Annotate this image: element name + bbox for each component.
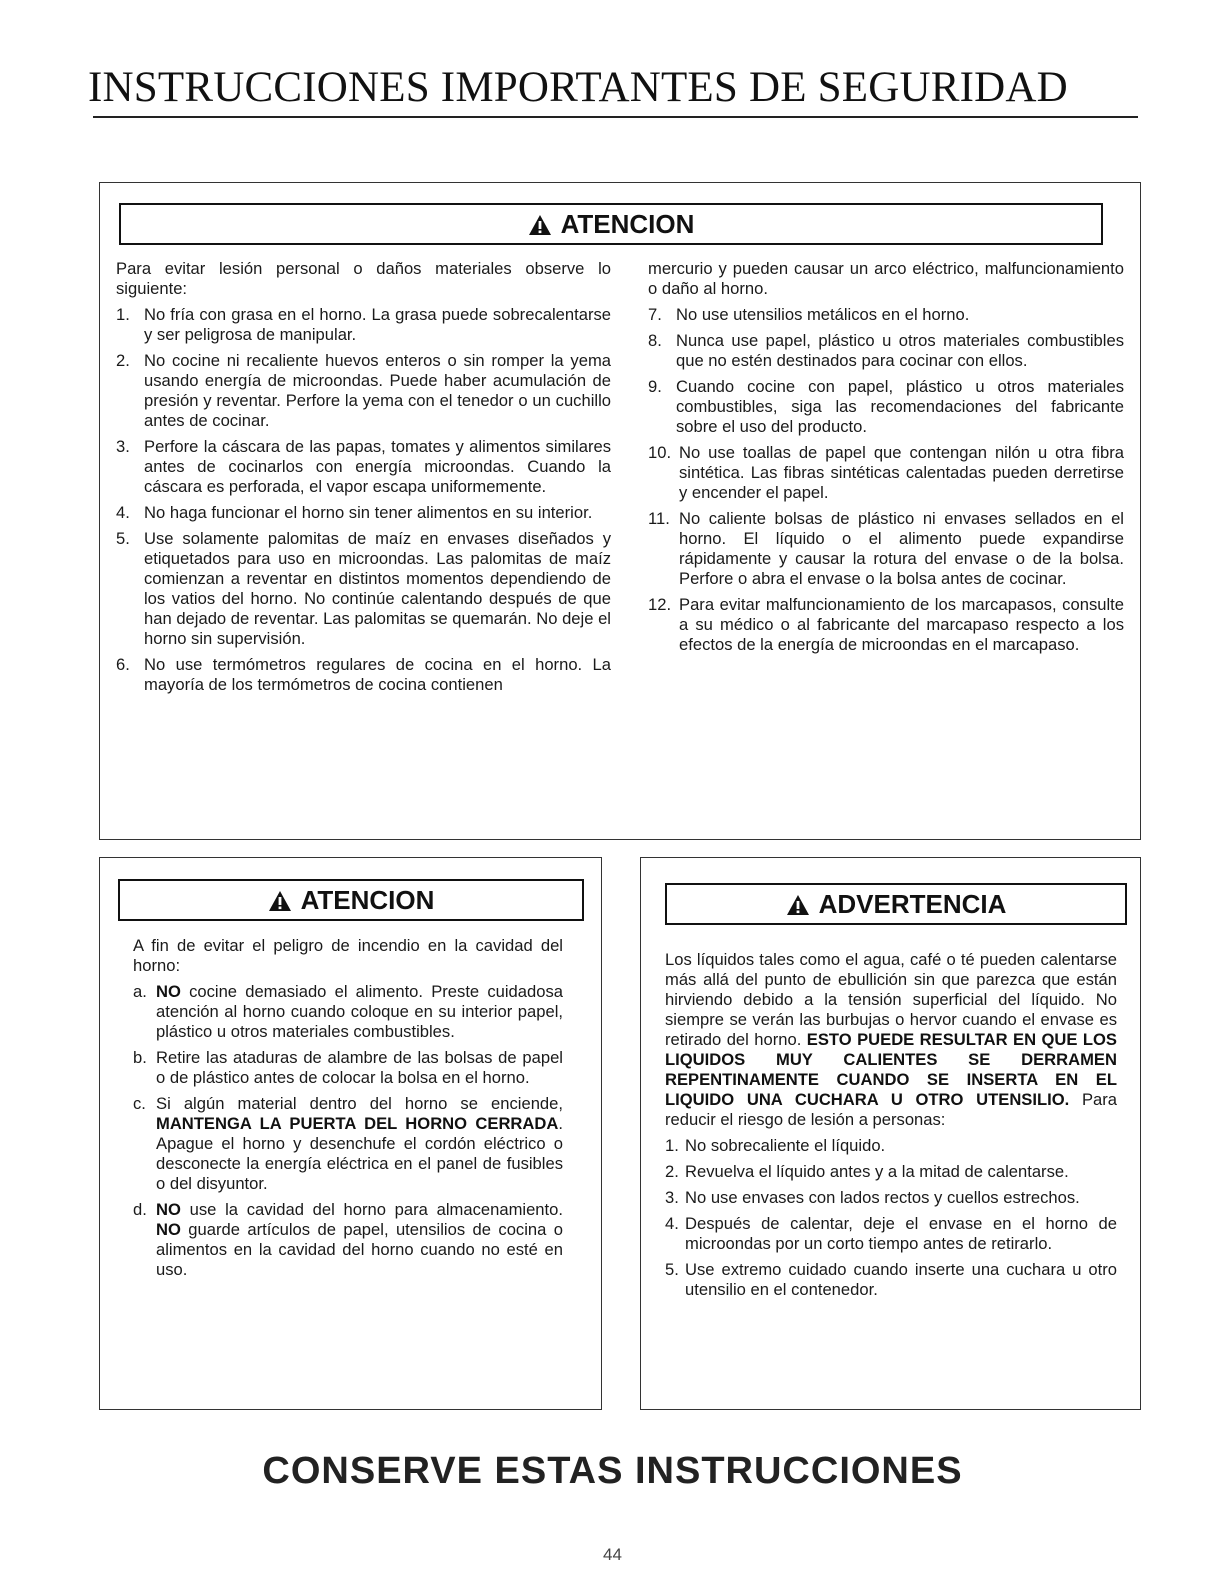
footer-title: CONSERVE ESTAS INSTRUCCIONES bbox=[262, 1450, 963, 1492]
warning-triangle-icon bbox=[528, 214, 552, 236]
list-item: 3. No use envases con lados rectos y cuellos estrechos. bbox=[665, 1188, 1080, 1207]
list-item: 8. Nunca use papel, plástico u otros materiales combustibles que no estén destinados para cocinar con ellos. bbox=[648, 331, 1124, 370]
list-item: 11. No caliente bolsas de plástico ni envases sellados en el horno. El líquido o el alimento puede expandirse rápidamente y causar la rotura del envase o de la bolsa. Perfore o abra el envase o la bolsa antes de cocinar. bbox=[648, 509, 1124, 588]
atencion-box-main bbox=[99, 182, 1141, 840]
advertencia-banner bbox=[665, 883, 1127, 925]
list-item: d. NO use la cavidad del horno para almacenamiento. NO guarde artículos de papel, utensilios de cocina o alimentos en la cavidad del horno cuando no esté en uso. bbox=[133, 1200, 563, 1279]
list-item: 10. No use toallas de papel que contengan nilón u otra fibra sintética. Las fibras sintéticas calentadas pueden derretirse y encender el papel. bbox=[648, 443, 1124, 502]
advertencia-column bbox=[665, 950, 1117, 1300]
list-item: a. NO cocine demasiado el alimento. Preste cuidadosa atención al horno cuando coloque en su interior papel, plástico u otros materiales combustibles. bbox=[133, 982, 563, 1041]
list-item: c. Si algún material dentro del horno se enciende, MANTENGA LA PUERTA DEL HORNO CERRADA. Apague el horno y desenchufe el cordón eléctrico o desconecte la energía eléctrica en el panel de fusibles o del disyuntor. bbox=[133, 1094, 563, 1193]
advertencia-paragraph: Los líquidos tales como el agua, café o té pueden calentarse más allá del punto de ebullición sin que parezca que están hirviendo debido a la tensión superficial del líquido. No siempre se verán las burbujas o hervor cuando el envase es retirado del horno. ESTO PUEDE RESULTAR EN QUE LOS LIQUIDOS MUY CALIENTES SE DERRAMEN REPENTINAMENTE CUANDO SE INSERTA EN EL LIQUIDO UNA CUCHARA U OTRO UTENSILIO. Para reducir el riesgo de lesión a personas: bbox=[665, 950, 1117, 1129]
fire-column bbox=[133, 936, 563, 1280]
list-item: b. Retire las ataduras de alambre de las bolsas de papel o de plástico antes de colocar la bolsa en el horno. bbox=[133, 1048, 563, 1087]
advertencia-heading: ADVERTENCIA bbox=[818, 888, 1007, 919]
left-column bbox=[116, 259, 611, 695]
list-item: 7. No use utensilios metálicos en el horno. bbox=[648, 305, 970, 324]
list-item: 6. No use termómetros regulares de cocina en el horno. La mayoría de los termómetros de cocina contienen bbox=[116, 655, 611, 694]
list-item: 2. No cocine ni recaliente huevos enteros o sin romper la yema usando energía de microondas. Puede haber acumulación de presión y reventar. Perfore la yema con el tenedor o un cuchillo antes de cocinar. bbox=[116, 351, 611, 430]
list-item: 4. Después de calentar, deje el envase en el horno de microondas por un corto tiempo antes de retirarlo. bbox=[665, 1214, 1117, 1253]
atencion-heading: ATENCION bbox=[560, 208, 695, 239]
list-item: 9. Cuando cocine con papel, plástico u otros materiales combustibles, siga las recomendaciones del fabricante sobre el uso del producto. bbox=[648, 377, 1124, 436]
right-column bbox=[648, 259, 1124, 655]
advertencia-box bbox=[640, 857, 1141, 1410]
list-item: 12. Para evitar malfuncionamiento de los marcapasos, consulte a su médico o al fabricante del marcapaso respecto a los efectos de la energía de microondas en el marcapaso. bbox=[648, 595, 1124, 654]
list-item: 2. Revuelva el líquido antes y a la mitad de calentarse. bbox=[665, 1162, 1069, 1181]
list-item: 3. Perfore la cáscara de las papas, tomates y alimentos similares antes de cocinarlos con energía microondas. Cuando la cáscara es perforada, el vapor escapa uniformemente. bbox=[116, 437, 611, 496]
warning-triangle-icon bbox=[786, 894, 810, 916]
atencion-banner bbox=[118, 879, 584, 921]
intro-text: Para evitar lesión personal o daños materiales observe lo siguiente: bbox=[116, 259, 611, 298]
continuation-text: mercurio y pueden causar un arco eléctrico, malfuncionamiento o daño al horno. bbox=[648, 259, 1124, 298]
list-item: 5. Use extremo cuidado cuando inserte una cuchara u otro utensilio en el contenedor. bbox=[665, 1260, 1117, 1299]
intro-text: A fin de evitar el peligro de incendio en la cavidad del horno: bbox=[133, 936, 563, 975]
atencion-box-fire bbox=[99, 857, 602, 1410]
page-number: 44 bbox=[603, 1545, 622, 1564]
list-item: 5. Use solamente palomitas de maíz en envases diseñados y etiquetados para uso en microondas. Las palomitas de maíz comienzan a reventar en distintos momentos dependiendo de los vatios del horno. No continúe calentando después de que han dejado de reventar. Las palomitas se quemarán. No deje el horno sin supervisión. bbox=[116, 529, 611, 648]
page-title: INSTRUCCIONES IMPORTANTES DE SEGURIDAD bbox=[88, 64, 1068, 111]
list-item: 1. No fría con grasa en el horno. La grasa puede sobrecalentarse y ser peligrosa de manipular. bbox=[116, 305, 611, 344]
title-rule bbox=[93, 116, 1138, 118]
atencion-heading: ATENCION bbox=[300, 884, 435, 915]
warning-triangle-icon bbox=[268, 890, 292, 912]
atencion-banner bbox=[119, 203, 1103, 245]
list-item: 4. No haga funcionar el horno sin tener alimentos en su interior. bbox=[116, 503, 593, 522]
list-item: 1. No sobrecaliente el líquido. bbox=[665, 1136, 886, 1155]
